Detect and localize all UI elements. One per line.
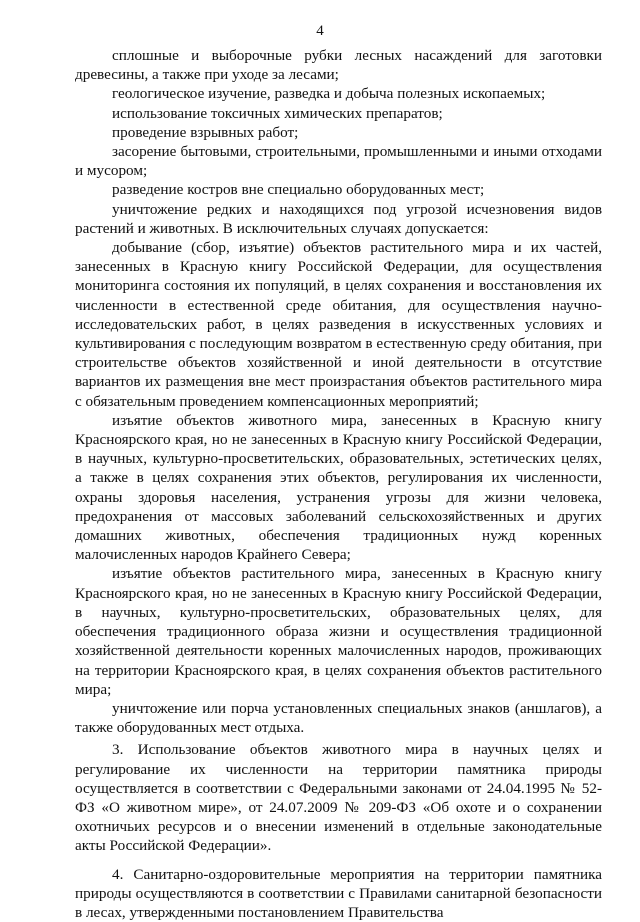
paragraph-plant-removal: изъятие объектов растительного мира, занесенных в Красную книгу Красноярского края, но не занесенных в Красную книгу Российской Федерации, в научных, культурно-просветительских, образовательных целях, для обеспечения традиционного образа жизни и осуществления традиционной хозяйственной деятельности коренных малочисленных народов, проживающих на территории Красноярского края, в целях сохранения объектов растительного мира; <box>75 565 602 698</box>
paragraph-animal-removal: изъятие объектов животного мира, занесенных в Красную книгу Красноярского края, но не занесенных в Красную книгу Российской Федерации, в научных, культурно-просветительских, образовательных, эстетических целях, а также в целях сохранения этих объектов, регулирования их численности, охраны здоровья населения, устранения угрозы для жизни человека, предохранения от массовых заболеваний сельскохозяйственных и других домашних животных, обеспечения традиционных нужд коренных малочисленных народов Крайнего Севера; <box>75 411 602 564</box>
paragraph-geology: геологическое изучение, разведка и добыча полезных ископаемых; <box>112 85 546 103</box>
paragraph-signs-damage: уничтожение или порча установленных специальных знаков (аншлагов), а также оборудованных мест отдыха. <box>75 699 602 737</box>
paragraph-section-3: 3. Использование объектов животного мира в научных целях и регулирование их численности на территории памятника природы осуществляется в соответствии с Федеральными законами от 24.04.1995 № 52-ФЗ «О животном мире», от 24.07.2009 № 209-ФЗ «Об охоте и о сохранении охотничьих ресурсов и о внесении изменений в отдельные законодательные акты Российской Федерации». <box>75 741 602 855</box>
page-number: 4 <box>316 23 324 39</box>
paragraph-logging: сплошные и выборочные рубки лесных насаждений для заготовки древесины, а также при уходе за лесами; <box>75 47 602 84</box>
document-body <box>75 46 602 922</box>
paragraph-blasting: проведение взрывных работ; <box>112 123 299 141</box>
paragraph-section-4: 4. Санитарно-оздоровительные мероприятия на территории памятника природы осуществляются в соответствии с Правилами санитарной безопасности в лесах, утвержденными постановлением Правительства <box>75 865 602 921</box>
paragraph-campfires: разведение костров вне специально оборудованных мест; <box>112 181 485 199</box>
paragraph-rare-species: уничтожение редких и находящихся под угрозой исчезновения видов растений и животных. В исключительных случаях допускается: <box>75 200 602 237</box>
paragraph-toxic-chemicals: использование токсичных химических препаратов; <box>112 104 443 122</box>
paragraph-littering: засорение бытовыми, строительными, промышленными и иными отходами и мусором; <box>75 143 602 180</box>
paragraph-plant-collection: добывание (сбор, изъятие) объектов растительного мира и их частей, занесенных в Красную книгу Российской Федерации, для осуществления мониторинга состояния их популяций, в целях сохранения и восстановления их численности в естественной среде обитания, для осуществления научно-исследовательских работ, в целях разведения в искусственных условиях и культивирования с последующим возвратом в естественную среду обитания, при строительстве объектов хозяйственной и иной деятельности в отсутствие вариантов их размещения вне мест произрастания объектов растительного мира с обязательным проведением компенсационных мероприятий; <box>75 239 602 410</box>
